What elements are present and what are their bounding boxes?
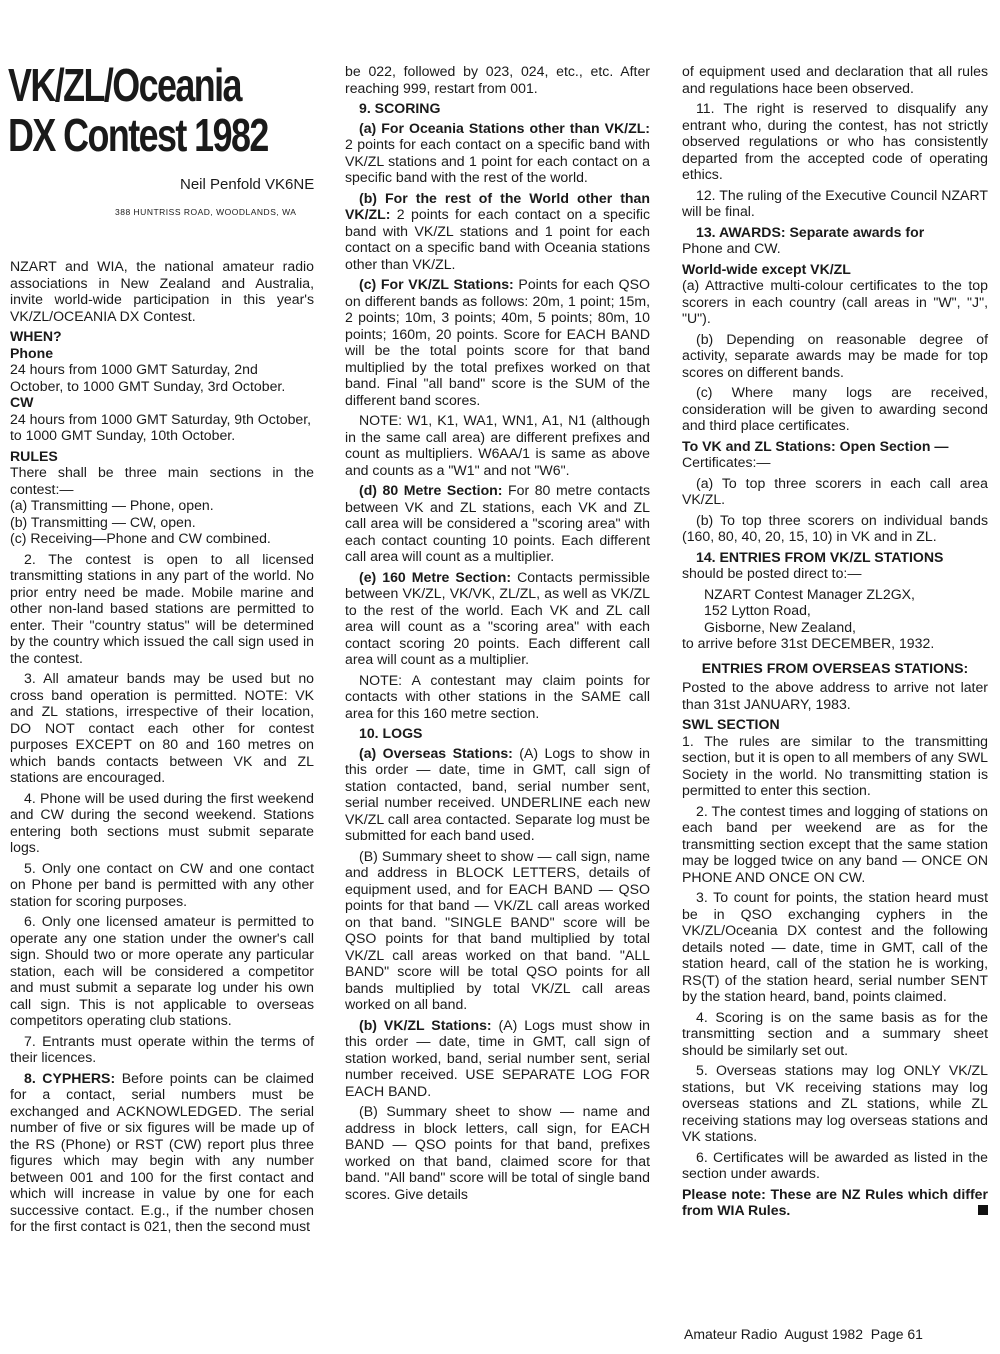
address-line-3: Gisborne, New Zealand,: [704, 618, 856, 635]
address-line-2: 152 Lytton Road,: [704, 602, 811, 618]
vkzl-a: (a) To top three scorers in each call area VK/ZL.: [682, 474, 988, 507]
scoring-c: [345, 276, 650, 408]
logs-heading: 10. LOGS: [359, 725, 423, 741]
rule-8: [10, 1070, 314, 1235]
logs-a-label: (a) Overseas Stations:: [359, 744, 513, 761]
swl-4: 4. Scoring is on the same basis as for the transmitting section and a summary sheet should be similarly set out.: [682, 1008, 988, 1058]
note-160m: NOTE: A contestant may claim points for contacts with other stations in the SAME call area for this 160 metre section.: [345, 671, 650, 721]
rules-heading: RULES: [10, 447, 58, 464]
logs-a-text: (A) Logs to show in this order — date, time in GMT, call sign of station contacted, band, serial number sent, serial number received. UNDERLINE each new VK/ZL call area contacted. Separate log must be submitted for each band used.: [345, 744, 650, 843]
swl-3: 3. To count for points, the station heard must be in QSO exchanging cyphers in the VK/ZL/Oceania DX contest and the following details noted — date, time in GMT, call of the station heard, call of the station he is working, RS(T) of the station heard, serial number SENT by the station heard, band, points claimed.: [682, 889, 988, 1004]
logs-a-summary: (B) Summary sheet to show — call sign, name and address in BLOCK LETTERS, details of equipment used, and for EACH BAND — QSO points for that band — VK/ZL call areas worked on that band. "SINGLE BAND" score will be QSO points for that band multiplied by total VK/ZL call areas worked on that band. "ALL BAND" score will be total QSO points for all bands multiplied by total VK/ZL call areas worked on all band.: [345, 847, 650, 1012]
end-mark-icon: [978, 1205, 988, 1215]
awards-text: Phone and CW.: [682, 240, 781, 256]
worldwide-b: (b) Depending on reasonable degree of activity, separate awards may be made for top scores on different bands.: [682, 330, 988, 380]
rule-5: 5. Only one contact on CW and one contact on Phone per band is permitted with any other station for scoring purposes.: [10, 859, 314, 909]
cw-dates: 24 hours from 1000 GMT Saturday, 9th October, to 1000 GMT Sunday, 10th October.: [10, 410, 312, 443]
phone-heading: Phone: [10, 344, 54, 361]
rule-8-text: Before points can be claimed for a contact, serial numbers must be exchanged and ACKNOWLEDGED. The serial number of five or six figures will be made up of the RS (Phone) or RST (CW) report plus three figures which may begin with any number between 001 and 100 for the first contact and which will increase in value by one for each successive contact. E.g., if the number chosen for the first contact is 021, then the second must: [10, 1069, 314, 1234]
scoring-d: [345, 482, 650, 565]
scoring-b-label: (b) For the rest of the World other than VK/ZL:: [345, 189, 650, 222]
entries-heading: 14. ENTRIES FROM VK/ZL STATIONS: [696, 548, 944, 565]
rule-11: 11. The right is reserved to disqualify any entrant who, during the contest, has not strictly observed regulations or who has consistently departed from the accepted code of operating ethics.: [682, 100, 988, 182]
scoring-d-label: (d) 80 Metre Section:: [359, 482, 503, 498]
worldwide-a: (a) Attractive multi-colour certificates to the top scorers in each country (call areas in "W", "J", "U").: [682, 277, 988, 326]
logs-b-text: (A) Logs must show in this order — date, time in GMT, call sign of station worked, band, serial number sent, serial number received. USE SEPARATE LOG FOR EACH BAND.: [345, 1016, 651, 1099]
section-b: (b) Transmitting — CW, open.: [10, 513, 196, 530]
logs-continued: of equipment used and declaration that all rules and regulations hace been observed.: [682, 63, 988, 96]
scoring-b-text: 2 points for each contact on a specific band with VK/ZL stations and 1 point for each contact on a specific band with Oceania stations other than VK/ZL.: [345, 206, 650, 272]
swl-heading: SWL SECTION: [682, 716, 780, 732]
rule-6: 6. Only one licensed amateur is permitted to operate any one station under the owner's call sign. Should two or more operate any particular station, each will be considered a competitor and must submit a separate log under his own call sign. This is not applicable to overseas competitors operating club stations.: [10, 913, 314, 1028]
please-note-text: Please note: These are NZ Rules which differ from WIA Rules.: [682, 1185, 988, 1218]
rule-8-continued: be 022, followed by 023, 024, etc., etc. After reaching 999, restart from 001.: [345, 63, 650, 96]
title-line-1: VK/ZL/Oceania: [8, 59, 241, 111]
logs-b-label: (b) VK/ZL Stations:: [359, 1016, 492, 1033]
scoring-c-label: (c) For VK/ZL Stations:: [359, 276, 514, 292]
title-line-2: DX Contest 1982: [8, 109, 268, 161]
entries-text: should be posted direct to:—: [682, 565, 862, 581]
rule-12: 12. The ruling of the Executive Council NZART will be final.: [682, 186, 988, 219]
rules-intro: There shall be three main sections in the contest:—: [10, 464, 314, 497]
scoring-a: [345, 120, 650, 186]
vkzl-certificates: Certificates:—: [682, 454, 771, 470]
swl-2: 2. The contest times and logging of stations on each band per weekend are as for the transmitting section except that the same station may be logged twice on any band — ONCE ON PHONE AND ONCE ON CW.: [682, 802, 988, 885]
swl-5: 5. Overseas stations may log ONLY VK/ZL stations, but VK receiving stations may log overseas stations and ZL stations, while ZL receiving stations may log overseas stations and VK stations.: [682, 1062, 988, 1144]
intro-paragraph: NZART and WIA, the national amateur radio associations in New Zealand and Australia, invite world-wide participation in this year's VK/ZL/OCEANIA DX Contest.: [10, 258, 314, 324]
logs-b-summary: (B) Summary sheet to show — name and address in block letters, call sign, for EACH BAND — QSO points for that band, prefixes worked on that band, claimed score for that band. "All band" score will be total of single band scores. Give details: [345, 1103, 650, 1202]
rule-3: 3. All amateur bands may be used but no cross band operation is permitted. NOTE: VK and ZL stations, irrespective of their location, DO NOT contact each other for contest purposes EXCEPT on 80 and 160 metres on which bands contacts between VK and ZL stations are encouraged.: [10, 670, 314, 785]
scoring-e-text: Contacts permissible between VK/ZL, VK/VK, ZL/ZL, as well as VK/ZL to the rest of the world. Each VK and ZL call area will count as a "scoring area" with each contact scoring 20 points. Each different call area will count as a multiplier.: [345, 568, 650, 667]
section-c: (c) Receiving—Phone and CW combined.: [10, 530, 271, 546]
author-address: 388 HUNTRISS ROAD, WOODLANDS, WA: [115, 207, 297, 217]
overseas-heading: ENTRIES FROM OVERSEAS STATIONS:: [701, 659, 969, 676]
scoring-a-label: (a) For Oceania Stations other than VK/ZL:: [359, 119, 650, 136]
please-note: [682, 1186, 988, 1219]
article-title: [8, 59, 268, 161]
rule-4: 4. Phone will be used during the first weekend and CW during the second weekend. Stations entering both sections must submit separate logs.: [10, 789, 314, 855]
rule-8-label: 8. CYPHERS:: [24, 1069, 116, 1086]
awards-heading: 13. AWARDS: Separate awards for: [696, 223, 925, 240]
swl-1: 1. The rules are similar to the transmitting section, but it is open to all members of any SWL Society in the world. No transmitting station is permitted to enter this section.: [682, 732, 988, 798]
worldwide-heading: World-wide except VK/ZL: [682, 260, 851, 277]
swl-6: 6. Certificates will be awarded as listed in the section under awards.: [682, 1148, 988, 1181]
when-heading: WHEN?: [10, 328, 62, 344]
scoring-heading: 9. SCORING: [359, 100, 441, 116]
note-prefixes: NOTE: W1, K1, WA1, WN1, A1, N1 (although in the same call area) are different prefixes and count as multipliers. W6AA/1 is same as above and counts as a "W1" and not "W6".: [345, 412, 650, 478]
arrive-before: to arrive before 31st DECEMBER, 1932.: [682, 635, 935, 651]
rule-2: 2. The contest is open to all licensed transmitting stations in any part of the world. No prior entry need be made. Mobile marine and other non-land based stations are permitted to enter. Their "country status" will be determined by the country which issued the call sign used in the contest.: [10, 550, 314, 666]
logs-b: [345, 1017, 650, 1100]
scoring-e: [345, 569, 650, 668]
logs-a: [345, 745, 650, 844]
scoring-e-label: (e) 160 Metre Section:: [359, 568, 512, 585]
phone-dates: 24 hours from 1000 GMT Saturday, 2nd October, to 1000 GMT Sunday, 3rd October.: [10, 361, 286, 394]
author-byline: Neil Penfold VK6NE: [180, 176, 315, 193]
rule-7: 7. Entrants must operate within the terms of their licences.: [10, 1032, 314, 1065]
scoring-d-text: For 80 metre contacts between VK and ZL stations, each VK and ZL call area will be considered a "scoring area" with each contact counting 10 points. Each different call area will count as a multiplier.: [345, 482, 650, 564]
scoring-c-text: Points for each QSO on different bands as follows: 20m, 1 point; 15m, 2 points; 10m, 3 points; 40m, 5 points; 80m, 10 points; 160m, 20 points. Score for EACH BAND will be the total points score for that band multiplied by the total prefixes worked on that band. Final "all band" score is the SUM of the different band scores.: [345, 276, 650, 408]
cw-heading: CW: [10, 394, 34, 410]
scoring-b: [345, 190, 650, 273]
vkzl-heading: To VK and ZL Stations: Open Section —: [682, 437, 949, 454]
overseas-text: Posted to the above address to arrive not later than 31st JANUARY, 1983.: [682, 679, 988, 712]
section-a: (a) Transmitting — Phone, open.: [10, 497, 214, 513]
page-footer: Amateur Radio August 1982 Page 61: [684, 1326, 923, 1342]
worldwide-c: (c) Where many logs are received, consideration will be given to awarding second and third place certificates.: [682, 384, 988, 433]
scoring-a-text: 2 points for each contact on a specific band with VK/ZL stations and 1 point for each contact on a specific band with the rest of the world.: [345, 136, 650, 185]
vkzl-b: (b) To top three scorers on individual bands (160, 80, 40, 20, 15, 10) in VK and in ZL.: [682, 511, 988, 544]
address-line-1: NZART Contest Manager ZL2GX,: [704, 585, 915, 602]
